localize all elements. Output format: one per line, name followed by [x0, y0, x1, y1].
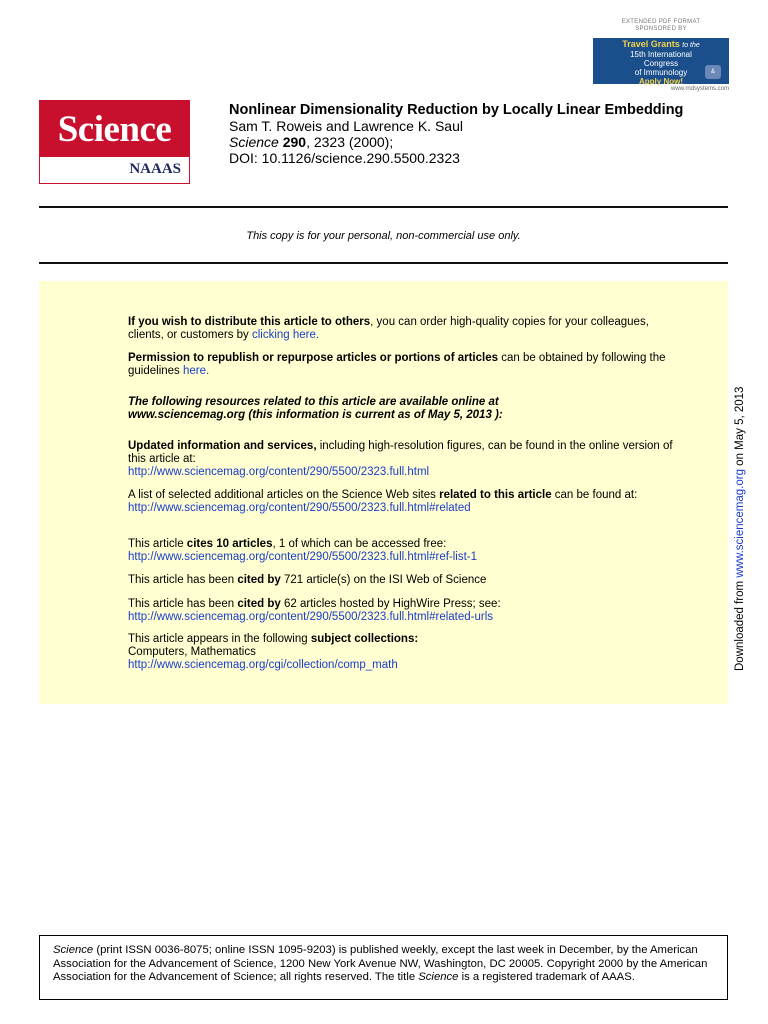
- download-pre: Downloaded from: [734, 577, 746, 671]
- divider-top: [39, 206, 728, 208]
- related-paragraph: [128, 489, 673, 515]
- subject-collections: Computers, Mathematics: [128, 646, 256, 658]
- footer-text: (print ISSN 0036-8075; online ISSN 1095-9203) is published weekly, except the last week in December, by the American Association for the Advancement of Science, 1200 New York Avenue NW, Washington, DC 20005. Copyright 2000 by the American Association for the Advancement of Science; all rights reserved. The title: [53, 944, 708, 983]
- hw-post: 62 articles hosted by HighWire Press; see:: [280, 598, 501, 610]
- science-logo: [39, 100, 190, 184]
- article-authors: Sam T. Roweis and Lawrence K. Saul: [229, 118, 463, 134]
- clicking-here-link[interactable]: clicking here.: [251, 329, 320, 341]
- hw-pre: This article has been: [128, 598, 238, 610]
- personal-use-note: This copy is for your personal, non-commercial use only.: [246, 230, 521, 242]
- resources-paragraph: [128, 396, 673, 422]
- distribute-heading: If you wish to distribute this article to others: [128, 316, 371, 328]
- guidelines-here-link[interactable]: here.: [182, 365, 210, 377]
- article-doi: DOI: 10.1126/science.290.5500.2323: [229, 150, 460, 166]
- full-text-link[interactable]: http://www.sciencemag.org/content/290/5500/2323.full.html: [128, 466, 430, 478]
- related-articles-link[interactable]: http://www.sciencemag.org/content/290/5500/2323.full.html#related: [128, 502, 471, 514]
- highwire-paragraph: [128, 598, 673, 624]
- updated-text: including high-resolution figures, can be found in the online version of this article at:: [128, 440, 673, 465]
- isi-heading: cited by: [237, 574, 281, 586]
- aaas-wordmark: AAAS: [140, 161, 181, 177]
- copyright-footer: [39, 935, 728, 1000]
- distribute-paragraph: [128, 316, 673, 342]
- updated-paragraph: [128, 440, 673, 479]
- ad-url[interactable]: www.rndsystems.com: [670, 86, 729, 92]
- journal-volume: 290: [282, 134, 307, 150]
- footer-trademark: is a registered trademark of AAAS.: [458, 971, 635, 983]
- resources-line1: The following resources related to this article are available online at: [128, 396, 499, 408]
- resources-line2: www.sciencemag.org (this information is current as of May 5, 2013 ):: [128, 409, 503, 421]
- ad-caption-line1: EXTENDED PDF FORMAT: [621, 19, 701, 25]
- divider-bottom: [39, 262, 728, 264]
- aaas-logo: [129, 161, 181, 178]
- sponsor-logo-icon: &: [705, 65, 721, 79]
- download-date: on May 5, 2013: [734, 386, 746, 470]
- cites-post: , 1 of which can be accessed free:: [272, 538, 447, 550]
- related-urls-link[interactable]: http://www.sciencemag.org/content/290/5500/2323.full.html#related-urls: [128, 611, 494, 623]
- isi-pre: This article has been: [128, 574, 238, 586]
- ad-cta: Apply Now!: [639, 77, 683, 86]
- distribute-text: , you can order high-quality copies for your colleagues, clients, or customers by: [128, 316, 649, 341]
- isi-post: 721 article(s) on the ISI Web of Science: [280, 574, 487, 586]
- article-citation: [229, 134, 683, 150]
- ad-headline: Travel Grants to the: [622, 39, 700, 49]
- pages-year: , 2323 (2000);: [306, 134, 394, 150]
- related-heading: related to this article: [439, 489, 552, 501]
- collection-link[interactable]: http://www.sciencemag.org/cgi/collection/comp_math: [128, 659, 398, 671]
- related-pre: A list of selected additional articles on the Science Web sites: [128, 489, 440, 501]
- journal-name: Science: [229, 134, 279, 150]
- cites-heading: cites 10 articles: [186, 538, 273, 550]
- ad-line3: of Immunology: [634, 68, 688, 77]
- aaas-mark-icon: N: [129, 161, 139, 177]
- updated-heading: Updated information and services,: [128, 440, 317, 452]
- cites-paragraph: [128, 538, 673, 564]
- cites-pre: This article: [128, 538, 187, 550]
- hw-heading: cited by: [237, 598, 281, 610]
- article-title: Nonlinear Dimensionality Reduction by Locally Linear Embedding: [229, 102, 684, 118]
- footer-journal-title: Science: [418, 971, 459, 983]
- footer-journal: Science: [53, 944, 94, 956]
- ad-line2: 15th International Congress: [630, 50, 692, 68]
- isi-paragraph: [128, 574, 673, 587]
- permission-heading: Permission to republish or repurpose articles or portions of articles: [128, 352, 499, 364]
- permission-text: can be obtained by following the guidelines: [128, 352, 666, 377]
- subject-heading: subject collections:: [310, 633, 419, 645]
- sponsor-ad-banner[interactable]: [593, 38, 729, 84]
- ad-caption: [593, 19, 729, 33]
- subject-paragraph: [128, 633, 673, 672]
- subject-pre: This article appears in the following: [128, 633, 311, 645]
- ref-list-link[interactable]: http://www.sciencemag.org/content/290/5500/2323.full.html#ref-list-1: [128, 551, 478, 563]
- sciencemag-link[interactable]: www.sciencemag.org: [734, 469, 746, 578]
- related-post: can be found at:: [551, 489, 638, 501]
- science-wordmark: Science: [40, 101, 189, 157]
- download-note: [734, 387, 746, 671]
- permission-paragraph: [128, 352, 673, 378]
- ad-caption-line2: SPONSORED BY: [635, 26, 687, 32]
- article-header: [229, 102, 683, 166]
